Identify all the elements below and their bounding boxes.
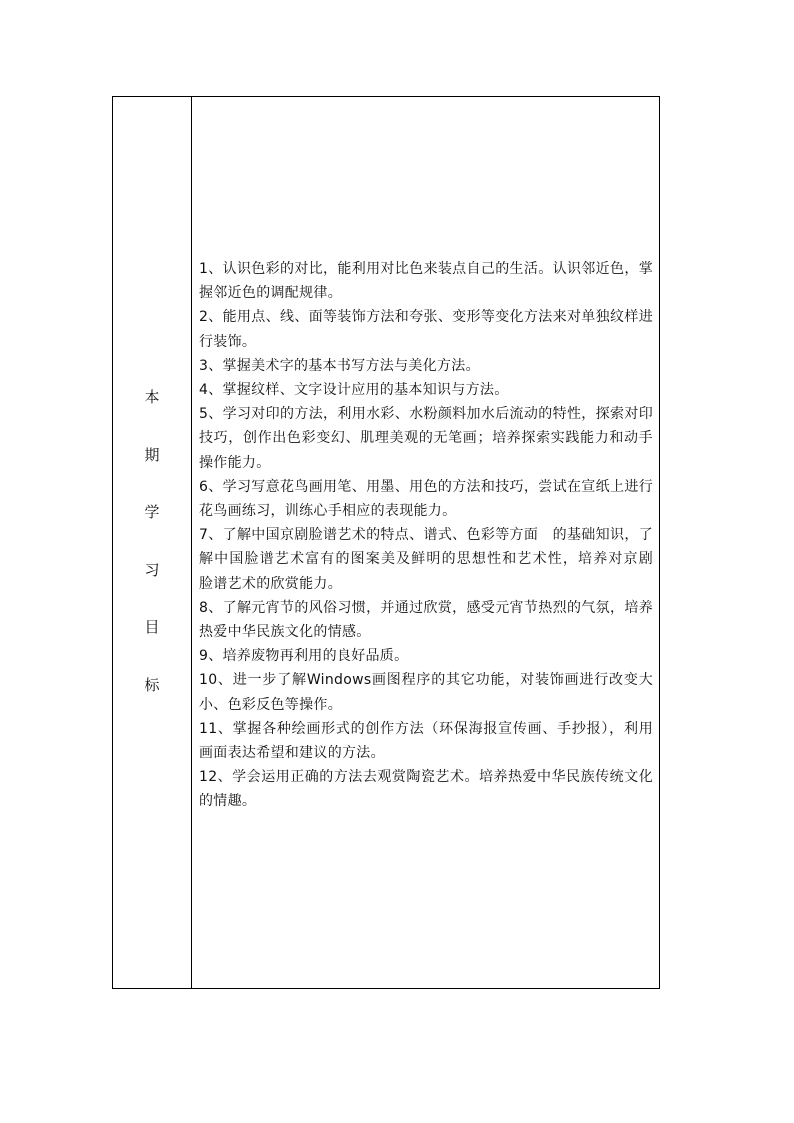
label-char: 学 [144, 503, 160, 522]
label-char: 标 [144, 675, 160, 694]
label-cell [113, 97, 192, 988]
goal-item: 8、了解元宵节的风俗习惯，并通过欣赏，感受元宵节热烈的气氛，培养热爱中华民族文化的情感。 [199, 599, 653, 641]
goal-item: 9、培养废物再利用的良好品质。 [199, 648, 409, 665]
goal-item: 5、学习对印的方法，利用水彩、水粉颜料加水后流动的特性，探索对印技巧，创作出色彩变幻、肌理美观的无笔画；培养探索实践能力和动手操作能力。 [199, 406, 653, 471]
label-char: 习 [144, 560, 160, 579]
goal-item: 11、掌握各种绘画形式的创作方法（环保海报宣传画、手抄报），利用画面表达希望和建议的方法。 [199, 720, 653, 762]
goal-item: 6、学习写意花鸟画用笔、用墨、用色的方法和技巧，尝试在宣纸上进行花鸟画练习，训练心手相应的表现能力。 [199, 478, 653, 520]
goal-item: 10、进一步了解Windows画图程序的其它功能，对装饰画进行改变大小、色彩反色等操作。 [199, 672, 653, 713]
goal-item: 2、能用点、线、面等装饰方法和夸张、变形等变化方法来对单独纹样进行装饰。 [199, 309, 653, 350]
goal-item: 7、了解中国京剧脸谱艺术的特点、谱式、色彩等方面 的基础知识，了解中国脸谱艺术富有的图案美及鲜明的思想性和艺术性，培养对京剧 脸谱艺术的欣赏能力。 [199, 527, 668, 592]
goal-item: 1、认识色彩的对比，能利用对比色来装点自己的生活。认识邻近色，掌握邻近色的调配规律。 [199, 261, 653, 302]
label-char: 本 [144, 388, 160, 406]
goal-item: 3、掌握美术字的基本书写方法与美化方法。 [199, 357, 480, 374]
goals-list [199, 257, 668, 814]
label-char: 目 [144, 618, 160, 637]
content-cell [192, 97, 668, 988]
label-text [113, 390, 191, 736]
label-char: 期 [144, 445, 160, 464]
goal-item: 4、掌握纹样、文字设计应用的基本知识与方法。 [199, 382, 509, 399]
goal-item: 12、学会运用正确的方法去观赏陶瓷艺术。培养热爱中华民族传统文化的情趣。 [199, 769, 653, 810]
goals-table [112, 96, 668, 989]
